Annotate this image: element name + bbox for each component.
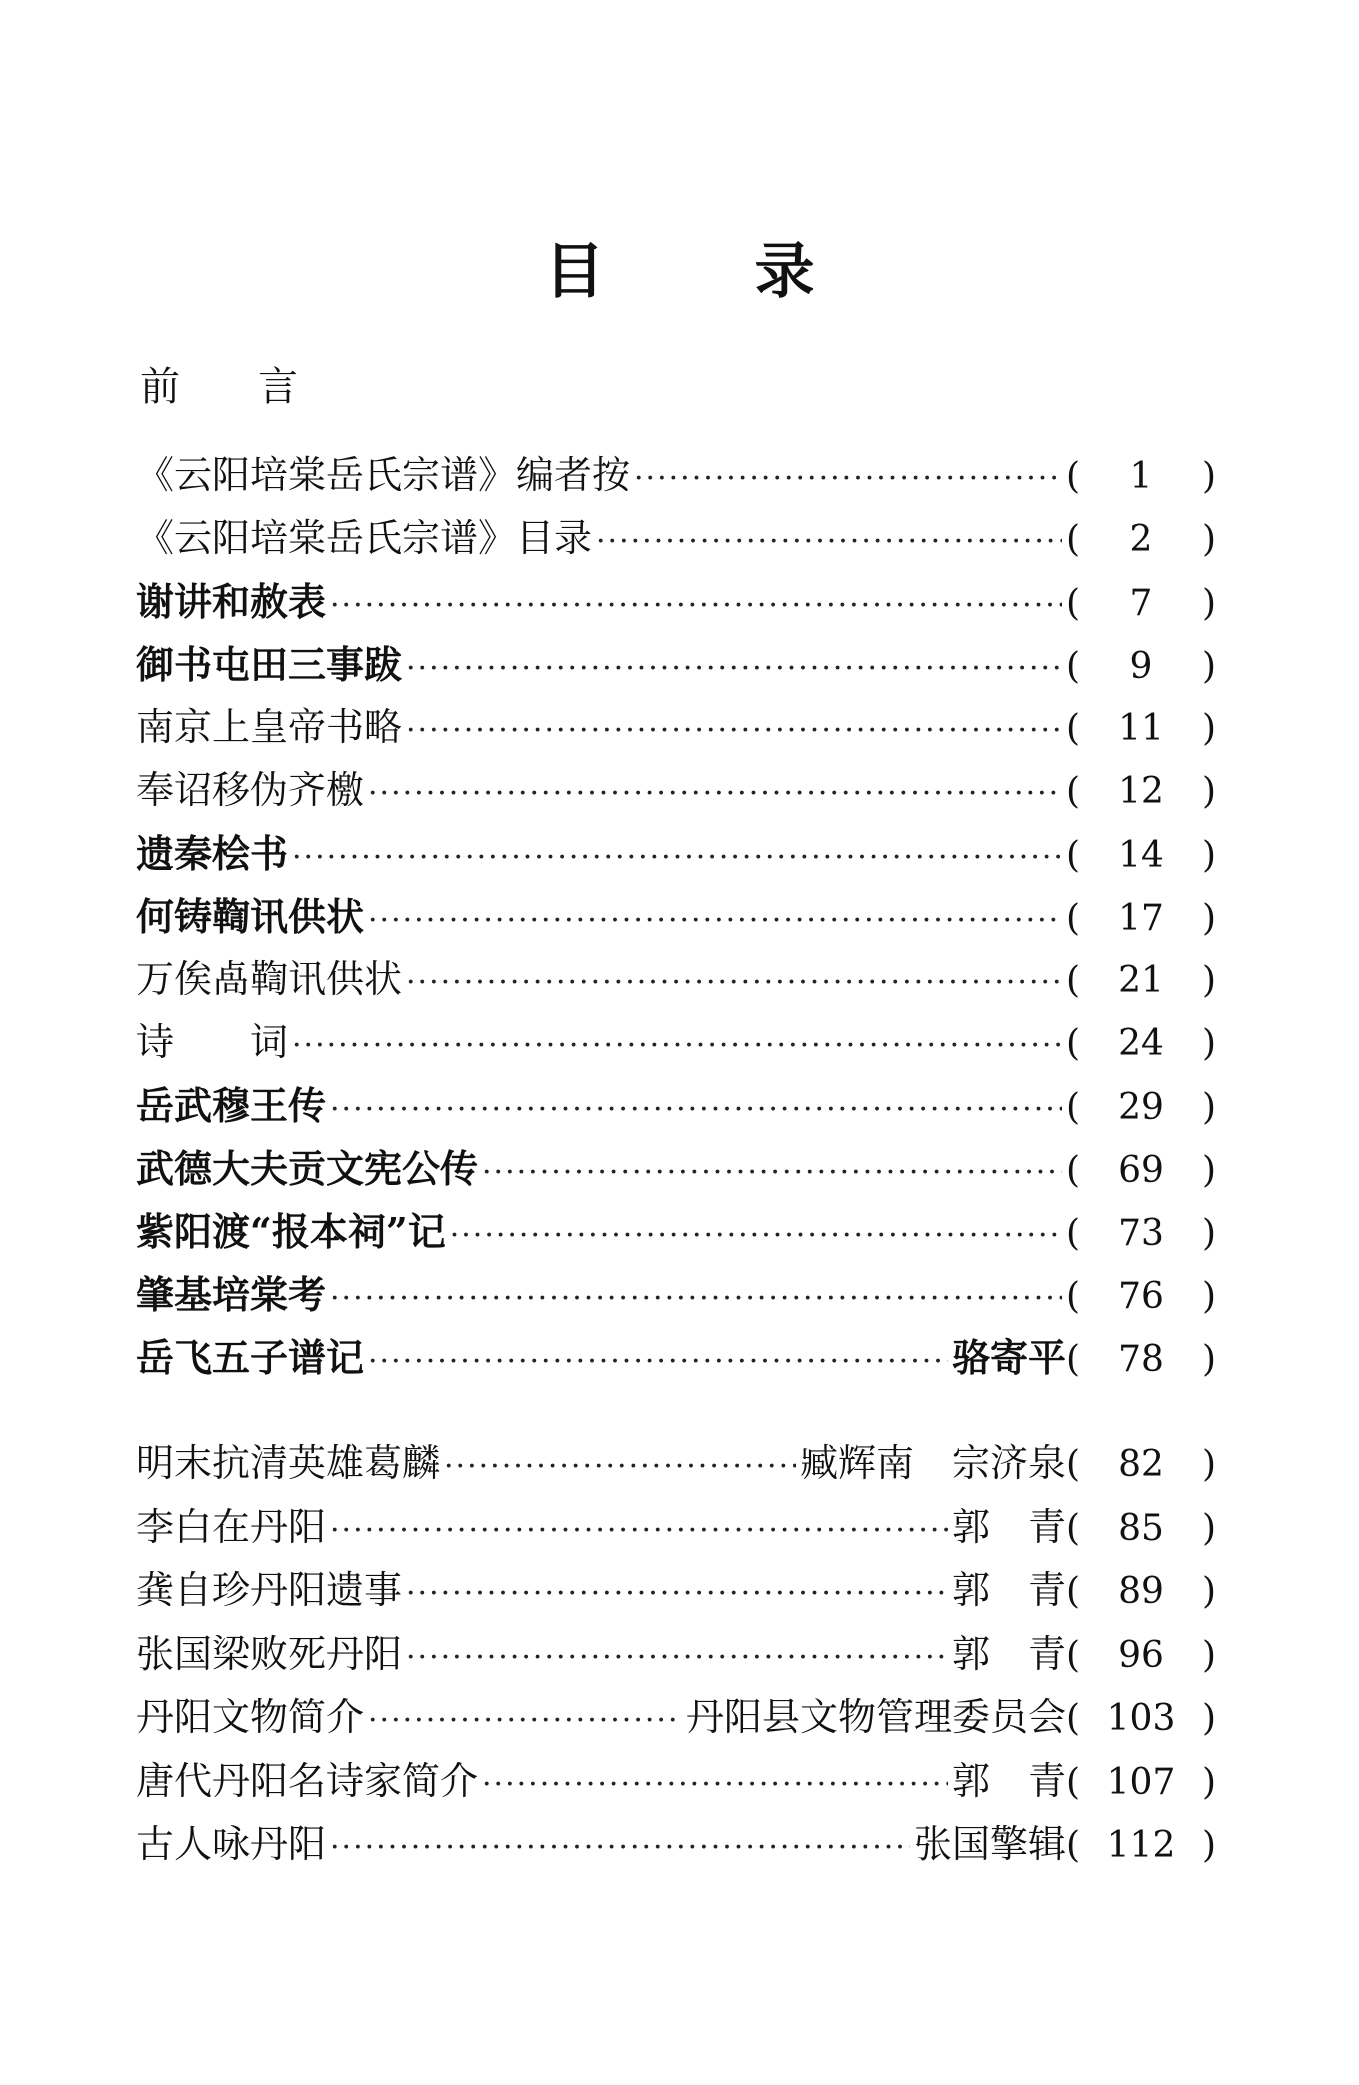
page-number: 85 — [1118, 1507, 1164, 1549]
entry-title: 武德大夫贡文宪公传 — [136, 1146, 479, 1191]
toc-list-main — [136, 444, 1216, 1389]
page-number: 76 — [1118, 1276, 1164, 1317]
entry-title: 《云阳培棠岳氏宗谱》编者按 — [136, 453, 631, 497]
dot-leader — [368, 1689, 682, 1752]
page-reference — [1066, 1139, 1216, 1202]
entry-author: 丹阳县文物管理委员会 — [685, 1695, 1066, 1739]
close-paren: ) — [1201, 1150, 1216, 1191]
page-reference — [1066, 1433, 1216, 1496]
toc-entry[interactable] — [136, 1496, 1216, 1560]
entry-title: 肇基培棠考 — [136, 1272, 327, 1317]
dot-leader — [596, 510, 1062, 573]
page-reference — [1066, 1076, 1216, 1139]
dot-leader — [406, 1562, 948, 1625]
page-reference — [1066, 1265, 1216, 1328]
entry-title: 古人咏丹阳 — [136, 1822, 327, 1866]
dot-leader — [406, 951, 1062, 1014]
page-reference — [1066, 635, 1216, 698]
close-paren: ) — [1201, 1507, 1216, 1549]
page-number: 107 — [1106, 1761, 1176, 1803]
entry-author: 臧辉南 宗济泉 — [799, 1441, 1066, 1485]
toc-entry[interactable] — [136, 1559, 1216, 1623]
page-number: 2 — [1129, 519, 1153, 560]
page-reference — [1066, 1624, 1216, 1687]
dot-leader — [406, 637, 1062, 700]
dot-leader — [450, 1204, 1062, 1267]
entry-title: 谢讲和赦表 — [136, 579, 327, 624]
toc-entry[interactable] — [136, 696, 1216, 759]
dot-leader — [292, 1014, 1062, 1077]
page-number: 24 — [1118, 1023, 1164, 1064]
dot-leader — [368, 889, 1062, 952]
page-number: 112 — [1106, 1825, 1176, 1866]
open-paren: ( — [1066, 771, 1081, 812]
entry-title: 唐代丹阳名诗家简介 — [136, 1758, 479, 1803]
entry-title: 丹阳文物简介 — [136, 1695, 365, 1739]
open-paren: ( — [1066, 708, 1081, 749]
close-paren: ) — [1201, 519, 1216, 560]
page-reference — [1066, 1814, 1216, 1877]
close-paren: ) — [1201, 646, 1216, 687]
close-paren: ) — [1201, 1571, 1216, 1612]
page-reference — [1066, 1497, 1216, 1560]
entry-title: 御书屯田三事跋 — [136, 642, 403, 687]
page-number: 21 — [1118, 960, 1164, 1001]
page-number: 11 — [1118, 708, 1164, 749]
page-number: 7 — [1129, 583, 1153, 624]
dot-leader — [444, 1435, 796, 1498]
close-paren: ) — [1201, 1276, 1216, 1317]
toc-entry[interactable] — [136, 1263, 1216, 1326]
open-paren: ( — [1066, 1087, 1081, 1128]
toc-entry[interactable] — [136, 1137, 1216, 1200]
toc-entry[interactable] — [136, 885, 1216, 948]
open-paren: ( — [1066, 1150, 1081, 1191]
title-char-2: 录 — [754, 237, 815, 307]
toc-entry[interactable] — [136, 1011, 1216, 1074]
open-paren: ( — [1066, 960, 1081, 1001]
open-paren: ( — [1066, 1023, 1081, 1064]
toc-entry[interactable] — [136, 633, 1216, 696]
entry-title: 何铸鞫讯供状 — [136, 894, 365, 939]
page-number: 12 — [1118, 771, 1164, 812]
preface-char-1: 前 — [140, 364, 180, 410]
entry-title: 南京上皇帝书略 — [136, 705, 403, 749]
entry-title: 紫阳渡“报本祠”记 — [136, 1209, 446, 1254]
page-reference — [1066, 824, 1216, 887]
close-paren: ) — [1201, 1339, 1216, 1380]
open-paren: ( — [1066, 1825, 1081, 1866]
dot-leader — [330, 1499, 948, 1562]
close-paren: ) — [1201, 1023, 1216, 1064]
open-paren: ( — [1066, 519, 1081, 560]
entry-title: 奉诏移伪齐檄 — [136, 768, 365, 812]
close-paren: ) — [1201, 1213, 1216, 1254]
toc-entry[interactable] — [136, 1074, 1216, 1137]
dot-leader — [292, 826, 1062, 889]
dot-leader — [368, 1330, 948, 1393]
page-number: 89 — [1118, 1571, 1164, 1612]
open-paren: ( — [1066, 583, 1081, 624]
close-paren: ) — [1201, 1698, 1216, 1739]
dot-leader — [330, 574, 1062, 637]
toc-entry[interactable] — [136, 1326, 1216, 1389]
page-reference — [1066, 1560, 1216, 1623]
entry-title: 龚自珍丹阳遗事 — [136, 1568, 403, 1612]
close-paren: ) — [1201, 1444, 1216, 1485]
title-char-1: 目 — [544, 237, 605, 307]
entry-author: 郭 青 — [951, 1568, 1066, 1612]
open-paren: ( — [1066, 1276, 1081, 1317]
page-number: 14 — [1118, 835, 1164, 876]
toc-entry[interactable] — [136, 822, 1216, 885]
page-reference — [1066, 949, 1216, 1012]
toc-entry[interactable] — [136, 570, 1216, 633]
dot-leader — [330, 1078, 1062, 1141]
entry-title: 李白在丹阳 — [136, 1504, 327, 1549]
open-paren: ( — [1066, 646, 1081, 687]
dot-leader — [406, 1626, 948, 1689]
entry-title: 张国梁败死丹阳 — [136, 1631, 403, 1676]
page-number: 96 — [1118, 1634, 1164, 1676]
toc-entry[interactable] — [136, 1200, 1216, 1263]
open-paren: ( — [1066, 835, 1081, 876]
dot-leader — [330, 1267, 1062, 1330]
dot-leader — [330, 1816, 910, 1879]
entry-title: 《云阳培棠岳氏宗谱》目录 — [136, 516, 593, 560]
page-reference — [1066, 508, 1216, 571]
page-number: 103 — [1106, 1698, 1176, 1739]
page-number: 78 — [1118, 1339, 1164, 1380]
page-reference — [1066, 1202, 1216, 1265]
close-paren: ) — [1201, 708, 1216, 749]
open-paren: ( — [1066, 1571, 1081, 1612]
entry-author: 郭 青 — [951, 1631, 1066, 1676]
open-paren: ( — [1066, 456, 1081, 497]
entry-author: 骆寄平 — [951, 1335, 1066, 1380]
toc-entry[interactable] — [136, 1432, 1216, 1496]
page-reference — [1066, 887, 1216, 950]
page-number: 29 — [1118, 1087, 1164, 1128]
preface-heading[interactable] — [140, 362, 298, 412]
close-paren: ) — [1201, 456, 1216, 497]
page-number: 1 — [1129, 456, 1153, 497]
close-paren: ) — [1201, 1761, 1216, 1803]
toc-entry[interactable] — [136, 507, 1216, 570]
toc-entry[interactable] — [136, 759, 1216, 822]
entry-title: 诗 词 — [136, 1020, 289, 1064]
dot-leader — [634, 447, 1062, 510]
page-reference — [1066, 1328, 1216, 1391]
toc-entry[interactable] — [136, 1686, 1216, 1750]
page-reference — [1066, 445, 1216, 508]
dot-leader — [482, 1753, 948, 1816]
close-paren: ) — [1201, 835, 1216, 876]
close-paren: ) — [1201, 960, 1216, 1001]
dot-leader — [482, 1141, 1062, 1204]
entry-author: 郭 青 — [951, 1504, 1066, 1549]
close-paren: ) — [1201, 583, 1216, 624]
toc-entry[interactable] — [136, 1813, 1216, 1877]
toc-list-appendix — [136, 1432, 1216, 1877]
close-paren: ) — [1201, 1634, 1216, 1676]
entry-title: 岳飞五子谱记 — [136, 1335, 365, 1380]
entry-title: 万俟卨鞫讯供状 — [136, 957, 403, 1001]
toc-entry[interactable] — [136, 1750, 1216, 1814]
open-paren: ( — [1066, 1444, 1081, 1485]
page-number: 9 — [1129, 646, 1153, 687]
open-paren: ( — [1066, 1634, 1081, 1676]
close-paren: ) — [1201, 898, 1216, 939]
entry-title: 明末抗清英雄葛麟 — [136, 1441, 441, 1485]
open-paren: ( — [1066, 1698, 1081, 1739]
dot-leader — [406, 699, 1062, 762]
open-paren: ( — [1066, 1507, 1081, 1549]
close-paren: ) — [1201, 1825, 1216, 1866]
toc-entry[interactable] — [136, 1623, 1216, 1687]
page-reference — [1066, 572, 1216, 635]
page-number: 82 — [1118, 1444, 1164, 1485]
page-reference — [1066, 1012, 1216, 1075]
page-reference — [1066, 697, 1216, 760]
entry-title: 遗秦桧书 — [136, 831, 289, 876]
open-paren: ( — [1066, 1213, 1081, 1254]
toc-entry[interactable] — [136, 948, 1216, 1011]
dot-leader — [368, 762, 1062, 825]
open-paren: ( — [1066, 898, 1081, 939]
page-number: 73 — [1118, 1213, 1164, 1254]
page-reference — [1066, 1687, 1216, 1750]
entry-author: 张国擎辑 — [913, 1822, 1066, 1866]
close-paren: ) — [1201, 1087, 1216, 1128]
entry-author: 郭 青 — [951, 1758, 1066, 1803]
preface-char-2: 言 — [258, 364, 298, 410]
page-number: 69 — [1118, 1150, 1164, 1191]
page-reference — [1066, 760, 1216, 823]
open-paren: ( — [1066, 1339, 1081, 1380]
page-number: 17 — [1118, 898, 1164, 939]
entry-title: 岳武穆王传 — [136, 1083, 327, 1128]
page-title — [0, 232, 1359, 312]
page-reference — [1066, 1751, 1216, 1814]
close-paren: ) — [1201, 771, 1216, 812]
open-paren: ( — [1066, 1761, 1081, 1803]
toc-entry[interactable] — [136, 444, 1216, 507]
